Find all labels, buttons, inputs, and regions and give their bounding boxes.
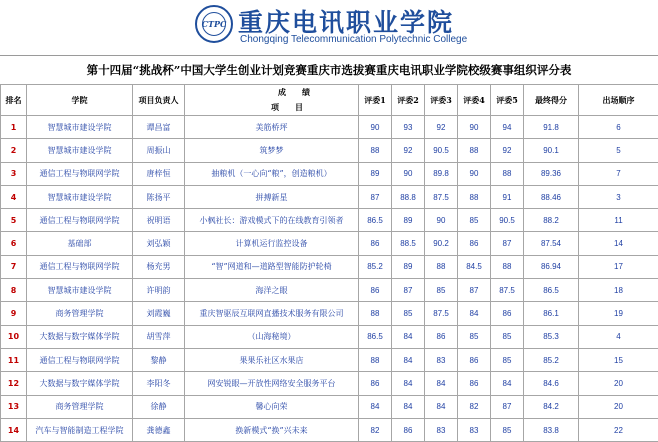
judge5-cell: 85 [491, 348, 524, 371]
leader-cell: 杨充男 [133, 255, 185, 278]
judge2-cell: 86 [392, 418, 425, 441]
col-judge4-header: 评委4 [458, 85, 491, 116]
final-score-cell: 83.8 [524, 418, 579, 441]
judge1-cell: 82 [359, 418, 392, 441]
diag-header-score: 成 绩 [278, 87, 310, 98]
rank-cell: 14 [1, 418, 27, 441]
col-judge2-header: 评委2 [392, 85, 425, 116]
judge1-cell: 86 [359, 372, 392, 395]
rank-cell: 3 [1, 162, 27, 185]
diag-header-project: 项 目 [271, 102, 303, 113]
judge1-cell: 86.5 [359, 325, 392, 348]
rank-cell: 8 [1, 279, 27, 302]
rank-cell: 11 [1, 348, 27, 371]
college-cell: 大数据与数字媒体学院 [27, 372, 133, 395]
table-row [1, 116, 658, 139]
judge2-cell: 93 [392, 116, 425, 139]
order-cell: 3 [579, 185, 658, 208]
col-judge5-header: 评委5 [491, 85, 524, 116]
col-college-header: 学院 [27, 85, 133, 116]
leader-cell: 陈扬平 [133, 185, 185, 208]
judge5-cell: 88 [491, 162, 524, 185]
final-score-cell: 86.5 [524, 279, 579, 302]
order-cell: 18 [579, 279, 658, 302]
school-name-en: Chongqing Telecommunication Polytechnic College [240, 34, 467, 45]
table-row [1, 185, 658, 208]
college-cell: 大数据与数字媒体学院 [27, 325, 133, 348]
leader-cell: 许明韵 [133, 279, 185, 302]
college-cell: 智慧城市建设学院 [27, 279, 133, 302]
col-rank-header: 排名 [1, 85, 27, 116]
order-cell: 19 [579, 302, 658, 325]
rank-cell: 10 [1, 325, 27, 348]
rank-cell: 2 [1, 139, 27, 162]
judge1-cell: 88 [359, 139, 392, 162]
final-score-cell: 85.2 [524, 348, 579, 371]
judge3-cell: 90.5 [425, 139, 458, 162]
judge5-cell: 91 [491, 185, 524, 208]
leader-cell: 李阳冬 [133, 372, 185, 395]
project-cell: 馨心向荣 [185, 395, 359, 418]
score-table [0, 84, 658, 442]
rank-cell: 12 [1, 372, 27, 395]
judge4-cell: 86 [458, 232, 491, 255]
judge5-cell: 87 [491, 232, 524, 255]
project-cell: 筑梦梦 [185, 139, 359, 162]
final-score-cell: 88.2 [524, 209, 579, 232]
college-cell: 通信工程与物联网学院 [27, 348, 133, 371]
table-row [1, 395, 658, 418]
judge3-cell: 92 [425, 116, 458, 139]
judge3-cell: 84 [425, 372, 458, 395]
order-cell: 5 [579, 139, 658, 162]
table-row [1, 162, 658, 185]
college-cell: 商务管理学院 [27, 302, 133, 325]
judge4-cell: 84.5 [458, 255, 491, 278]
judge4-cell: 88 [458, 185, 491, 208]
rank-cell: 9 [1, 302, 27, 325]
table-row [1, 372, 658, 395]
project-cell: 网安锐眼—开放性网络安全服务平台 [185, 372, 359, 395]
project-cell: （山海秘境） [185, 325, 359, 348]
school-name-cn: 重庆电讯职业学院 [238, 3, 454, 39]
project-cell: 海洋之眼 [185, 279, 359, 302]
judge1-cell: 86 [359, 232, 392, 255]
table-row [1, 418, 658, 441]
judge2-cell: 88.5 [392, 232, 425, 255]
rank-cell: 7 [1, 255, 27, 278]
college-cell: 汽车与智能制造工程学院 [27, 418, 133, 441]
final-score-cell: 88.46 [524, 185, 579, 208]
col-judge3-header: 评委3 [425, 85, 458, 116]
judge4-cell: 90 [458, 162, 491, 185]
judge2-cell: 84 [392, 348, 425, 371]
judge4-cell: 86 [458, 372, 491, 395]
college-cell: 通信工程与物联网学院 [27, 162, 133, 185]
judge2-cell: 84 [392, 325, 425, 348]
judge5-cell: 92 [491, 139, 524, 162]
sheet-title-bar [0, 55, 658, 85]
judge5-cell: 85 [491, 325, 524, 348]
judge3-cell: 83 [425, 418, 458, 441]
leader-cell: 胡雪萍 [133, 325, 185, 348]
judge4-cell: 90 [458, 116, 491, 139]
table-row [1, 279, 658, 302]
final-score-cell: 84.6 [524, 372, 579, 395]
order-cell: 22 [579, 418, 658, 441]
college-cell: 智慧城市建设学院 [27, 116, 133, 139]
judge4-cell: 85 [458, 209, 491, 232]
judge3-cell: 90.2 [425, 232, 458, 255]
table-row [1, 325, 658, 348]
judge3-cell: 87.5 [425, 185, 458, 208]
leader-cell: 徐静 [133, 395, 185, 418]
judge2-cell: 89 [392, 255, 425, 278]
judge1-cell: 87 [359, 185, 392, 208]
leader-cell: 龚德鑫 [133, 418, 185, 441]
judge4-cell: 82 [458, 395, 491, 418]
judge4-cell: 84 [458, 302, 491, 325]
college-cell: 通信工程与物联网学院 [27, 209, 133, 232]
project-cell: 美筋桥坪 [185, 116, 359, 139]
rank-cell: 4 [1, 185, 27, 208]
order-cell: 20 [579, 372, 658, 395]
col-final-header: 最终得分 [524, 85, 579, 116]
judge2-cell: 84 [392, 395, 425, 418]
judge1-cell: 88 [359, 348, 392, 371]
college-cell: 基础部 [27, 232, 133, 255]
rank-cell: 13 [1, 395, 27, 418]
judge2-cell: 87 [392, 279, 425, 302]
judge1-cell: 85.2 [359, 255, 392, 278]
project-cell: 拼搏新星 [185, 185, 359, 208]
judge2-cell: 90 [392, 162, 425, 185]
judge3-cell: 85 [425, 279, 458, 302]
judge2-cell: 88.8 [392, 185, 425, 208]
table-row [1, 139, 658, 162]
judge4-cell: 86 [458, 348, 491, 371]
order-cell: 11 [579, 209, 658, 232]
final-score-cell: 85.3 [524, 325, 579, 348]
sheet-title: 第十四届“挑战杯”中国大学生创业计划竞赛重庆市选拔赛重庆电讯职业学院校级赛事组织评分表 [87, 62, 572, 78]
project-cell: 换新模式“换”兴未来 [185, 418, 359, 441]
judge4-cell: 83 [458, 418, 491, 441]
judge3-cell: 83 [425, 348, 458, 371]
project-cell: 小枫社长：游戏模式下的在线教育引领者 [185, 209, 359, 232]
judge2-cell: 84 [392, 372, 425, 395]
judge5-cell: 87 [491, 395, 524, 418]
project-cell: “智”网道和—道路型智能防护轮椅 [185, 255, 359, 278]
judge1-cell: 86 [359, 279, 392, 302]
college-cell: 智慧城市建设学院 [27, 139, 133, 162]
judge5-cell: 86 [491, 302, 524, 325]
leader-cell: 祝明语 [133, 209, 185, 232]
logo-monogram: CTPC [202, 19, 227, 29]
judge1-cell: 86.5 [359, 209, 392, 232]
college-cell: 商务管理学院 [27, 395, 133, 418]
judge3-cell: 86 [425, 325, 458, 348]
judge2-cell: 89 [392, 209, 425, 232]
leader-cell: 周振山 [133, 139, 185, 162]
judge4-cell: 85 [458, 325, 491, 348]
col-judge1-header: 评委1 [359, 85, 392, 116]
rank-cell: 1 [1, 116, 27, 139]
final-score-cell: 87.54 [524, 232, 579, 255]
order-cell: 17 [579, 255, 658, 278]
leader-cell: 刘霞巍 [133, 302, 185, 325]
col-order-header: 出场顺序 [579, 85, 658, 116]
school-header [0, 0, 658, 50]
judge5-cell: 90.5 [491, 209, 524, 232]
judge3-cell: 84 [425, 395, 458, 418]
table-row [1, 255, 658, 278]
college-cell: 通信工程与物联网学院 [27, 255, 133, 278]
table-row [1, 232, 658, 255]
final-score-cell: 90.1 [524, 139, 579, 162]
order-cell: 7 [579, 162, 658, 185]
order-cell: 4 [579, 325, 658, 348]
judge5-cell: 88 [491, 255, 524, 278]
judge4-cell: 88 [458, 139, 491, 162]
judge3-cell: 89.8 [425, 162, 458, 185]
header-row [1, 85, 658, 116]
table-row [1, 302, 658, 325]
col-leader-header: 项目负责人 [133, 85, 185, 116]
judge1-cell: 90 [359, 116, 392, 139]
final-score-cell: 86.94 [524, 255, 579, 278]
leader-cell: 谭昌富 [133, 116, 185, 139]
project-cell: 计算机运行监控设备 [185, 232, 359, 255]
judge3-cell: 87.5 [425, 302, 458, 325]
judge5-cell: 94 [491, 116, 524, 139]
college-cell: 智慧城市建设学院 [27, 185, 133, 208]
judge3-cell: 88 [425, 255, 458, 278]
order-cell: 20 [579, 395, 658, 418]
table-row [1, 348, 658, 371]
leader-cell: 黎静 [133, 348, 185, 371]
final-score-cell: 91.8 [524, 116, 579, 139]
final-score-cell: 89.36 [524, 162, 579, 185]
project-cell: 果果乐社区水果店 [185, 348, 359, 371]
final-score-cell: 84.2 [524, 395, 579, 418]
table-row [1, 209, 658, 232]
leader-cell: 刘弘颖 [133, 232, 185, 255]
judge1-cell: 84 [359, 395, 392, 418]
project-cell: 抽粮机（一心向“粮”，创造粮机） [185, 162, 359, 185]
judge4-cell: 87 [458, 279, 491, 302]
rank-cell: 6 [1, 232, 27, 255]
order-cell: 15 [579, 348, 658, 371]
judge1-cell: 88 [359, 302, 392, 325]
judge2-cell: 85 [392, 302, 425, 325]
school-logo-icon [195, 5, 233, 43]
order-cell: 6 [579, 116, 658, 139]
judge3-cell: 90 [425, 209, 458, 232]
col-project-header [185, 85, 359, 116]
judge1-cell: 89 [359, 162, 392, 185]
rank-cell: 5 [1, 209, 27, 232]
final-score-cell: 86.1 [524, 302, 579, 325]
judge5-cell: 84 [491, 372, 524, 395]
judge2-cell: 92 [392, 139, 425, 162]
leader-cell: 唐梓恒 [133, 162, 185, 185]
judge5-cell: 87.5 [491, 279, 524, 302]
judge5-cell: 85 [491, 418, 524, 441]
order-cell: 14 [579, 232, 658, 255]
project-cell: 重庆智驱辰互联网直播技术服务有限公司 [185, 302, 359, 325]
